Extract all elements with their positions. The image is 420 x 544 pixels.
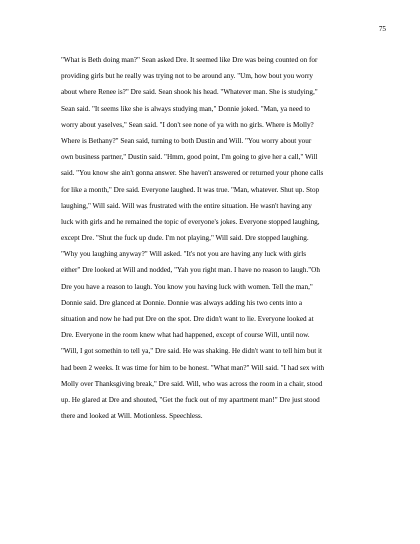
text-line: Donnie said. Dre glanced at Donnie. Donnie was always adding his two cents into a: [61, 298, 303, 307]
text-line: had been 2 weeks. It was time for him to be honest. "What man?" Will said. "I had sex with: [61, 363, 325, 372]
text-line: providing girls but he really was trying not to be around any. "Um, how bout you worry: [61, 72, 313, 81]
text-line: Molly over Thanksgiving break," Dre said. Will, who was across the room in a chair, stood: [61, 379, 323, 388]
text-line: laughing," Will said. Will was frustrated with the entire situation. He wasn't having any: [61, 201, 312, 210]
text-line: except Dre. "Shut the fuck up dude. I'm not playing," Will said. Dre stopped laughing.: [61, 234, 309, 243]
text-line: Dre you have a reason to laugh. You know you having luck with women. Tell the man,": [61, 282, 313, 291]
text-line: Sean said. "It seems like she is always studying man," Donnie joked. "Man, ya need to: [61, 104, 310, 113]
text-line: there and looked at Will. Motionless. Speechless.: [61, 412, 203, 421]
text-line: "Why you laughing anyway?" Will asked. "It's not you are having any luck with girls: [61, 250, 307, 259]
body-text: [61, 52, 361, 424]
text-line: said. "You know she ain't gonna answer. She haven't answered or returned your phone calls: [61, 169, 324, 178]
text-line: "Will, I got somethin to tell ya," Dre said. He was shaking. He didn't want to tell him but it: [61, 347, 322, 356]
text-line: for like a month," Dre said. Everyone laughed. It was true. "Man, whatever. Shut up. Stop: [61, 185, 320, 194]
page-number: 75: [378, 25, 386, 33]
text-line: either" Dre looked at Will and nodded, "Yah you right man. I have no reason to laugh."Oh: [61, 266, 320, 275]
text-line: luck with girls and he remained the topic of everyone's jokes. Everyone stopped laughing,: [61, 217, 320, 226]
text-line: worry about yaselves," Sean said. "I don't see none of ya with no girls. Where is Molly?: [61, 120, 314, 129]
text-line: situation and now he had put Dre on the spot. Dre didn't want to lie. Everyone looked at: [61, 315, 314, 323]
text-line: "What is Beth doing man?" Sean asked Dre. It seemed like Dre was being counted on for: [61, 56, 318, 64]
text-line: Where is Bethany?" Sean said, turning to both Dustin and Will. "You worry about your: [61, 136, 312, 145]
text-line: about where Renee is?" Dre said. Sean shook his head. "Whatever man. She is studying,": [61, 88, 318, 97]
text-line: Dre. Everyone in the room knew what had happened, except of course Will, until now.: [61, 331, 310, 340]
text-line: up. He glared at Dre and shouted, "Get the fuck out of my apartment man!" Dre just stood: [61, 395, 320, 404]
text-line: own business partner," Dustin said. "Hmm, good point, I'm going to give her a call," Will: [61, 153, 318, 162]
